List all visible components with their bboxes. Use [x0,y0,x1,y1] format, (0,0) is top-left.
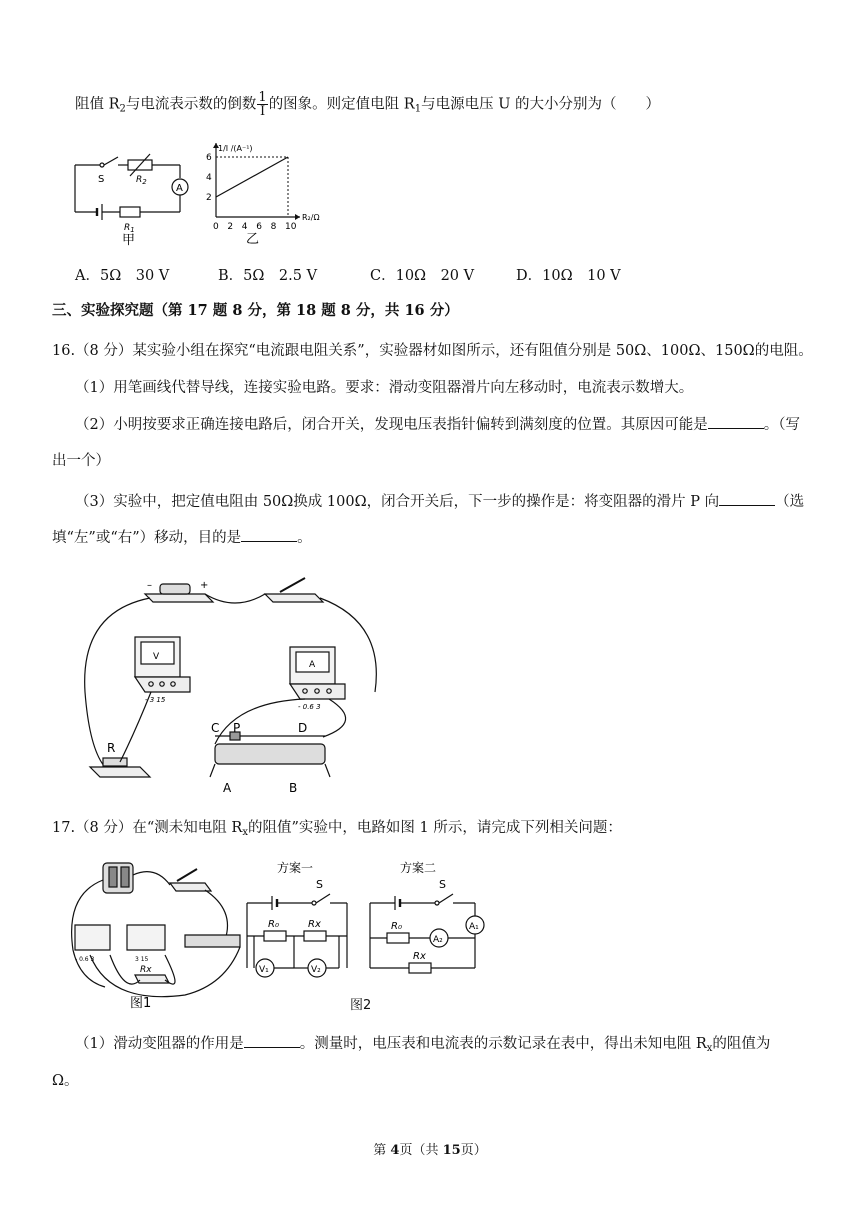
q16-stem: 16.（8 分）某实验小组在探究“电流跟电阻关系”，实验器材如图所示，还有阻值分别是 50Ω、100Ω、150Ω的电阻。 [52,343,813,359]
x-tick-label: 6 [256,222,262,232]
x-tick-label: 8 [270,222,277,232]
q15-circuit-figure [70,140,190,250]
q17-part1-cont: Ω。 [52,1073,79,1089]
fig1-v-terminals: 3 15 [135,956,149,963]
q15-line-chart [200,135,340,245]
plan2-title: 方案二 [400,861,437,875]
plan1-rx-label: Rx [308,919,321,930]
y-axis-label: 1/I /(A⁻¹) [218,144,253,153]
q17-figure-2-plan1 [242,858,362,988]
answer-blank[interactable] [241,527,297,542]
caption-yi: 乙 [246,232,260,247]
fig1-a-terminals: - 0.6 3 [75,956,95,963]
fig1-rx-label: Rx [140,965,152,975]
x-axis-arrow [295,214,300,220]
rheostat-p-label: P [233,721,241,735]
battery-minus: – [147,580,152,591]
voltmeter-terminals: - 3 15 [145,696,166,704]
plan2-a1-label: A₁ [469,922,479,932]
x-tick-label: 4 [241,222,248,232]
plan1-switch-label: S [316,878,323,891]
rheostat-a-label: A [223,781,232,795]
y-tick-label: 2 [206,193,212,203]
answer-blank[interactable] [719,491,775,506]
option-a[interactable]: A．5Ω 30 V [75,268,170,284]
answer-blank[interactable] [708,414,764,429]
q17-figure-1 [65,855,245,1015]
q17-figure-2-plan2 [365,858,495,988]
option-b[interactable]: B．5Ω 2.5 V [218,268,318,284]
plan2-rx-label: Rx [413,951,426,962]
q16-part3: （3）实验中，把定值电阻由 50Ω换成 100Ω，闭合开关后，下一步的操作是：将变阻器的滑片 P 向 （选 [75,491,804,512]
q16-part2-cont: 出一个） [52,453,110,469]
plan2-switch-label: S [439,878,446,891]
answer-blank[interactable] [244,1033,300,1048]
plan2-a2-label: A₂ [433,935,443,945]
fraction-1-over-i: $\frac{1}{I}$ [258,90,267,119]
x-tick-label: 10 [285,222,297,232]
y-tick-label: 4 [206,173,212,183]
label-s: S [98,174,105,185]
label-r2: $R_2$ [136,175,147,186]
q17-stem: 17.（8 分）在“测未知电阻 $R_x$的阻值”实验中，电路如图 1 所示，请完成下列相关问题： [52,820,622,838]
battery-plus: + [200,580,209,591]
plan1-r0-label: R₀ [268,919,279,930]
series-line [216,157,288,197]
label-a: A [176,183,183,194]
caption-jia: 甲 [122,233,136,248]
x-tick-label: 2 [227,222,234,232]
x-axis-label: R₂/Ω [302,213,320,222]
section-heading: 三、实验探究题（第 17 题 8 分，第 18 题 8 分，共 16 分） [52,302,459,319]
plan1-v1-label: V₁ [259,965,269,975]
rheostat-b-label: B [289,781,298,795]
label-r1: $R_1$ [124,223,135,234]
ammeter-label: A [309,660,316,670]
q16-part2: （2）小明按要求正确连接电路后，闭合开关，发现电压表指针偏转到满刻度的位置。其原因可能是 。（写 [75,414,800,435]
x-tick-label: 0 [213,222,219,232]
q15-stem: 阻值 $R_2$与电流表示数的倒数 $\frac{1}{I}$ 的图象。则定值电阻 $R_1$与电源电压 U 的大小分别为（ ） [75,90,661,119]
resistor-r-label: R [107,741,116,755]
option-d[interactable]: D．10Ω 10 V [516,268,621,284]
option-c[interactable]: C．10Ω 20 V [370,268,475,284]
plan1-v2-label: V₂ [311,965,321,975]
plan2-r0-label: R₀ [391,921,402,932]
rheostat-c-label: C [211,721,220,735]
q16-apparatus-figure [65,572,385,802]
voltmeter-label: V [153,652,160,662]
y-tick-label: 6 [206,153,212,163]
ammeter-terminals: - 0.6 3 [298,703,321,711]
fig2-caption: 图2 [350,998,372,1013]
q17-part1: （1）滑动变阻器的作用是 。测量时，电压表和电流表的示数记录在表中，得出未知电阻 $R_x$的阻值为 [75,1033,770,1059]
plan1-title: 方案一 [277,861,314,875]
q16-part1: （1）用笔画线代替导线，连接实验电路。要求：滑动变阻器滑片向左移动时，电流表示数增大。 [75,380,694,396]
page-footer: 第 4页（共 15页） [373,1143,487,1158]
q16-part3-cont: 填“左”或“右”）移动，目的是 。 [52,527,312,548]
rheostat-d-label: D [298,721,308,735]
fig1-caption: 图1 [130,996,152,1011]
